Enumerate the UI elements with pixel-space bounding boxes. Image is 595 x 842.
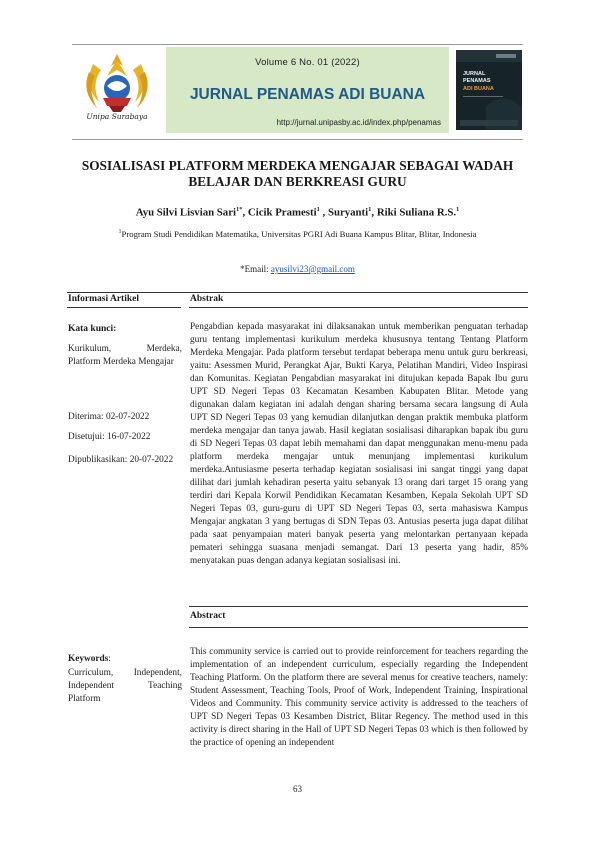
keywords-heading: Kata kunci: — [68, 324, 117, 334]
cover-title-line1: JURNAL — [463, 71, 486, 77]
cover-title-line2: PENAMAS — [463, 77, 491, 84]
abstract-heading: Abstract — [190, 611, 226, 621]
author-sup: 1* — [236, 206, 243, 213]
cover-divider — [463, 96, 503, 97]
table-top-rule — [67, 292, 528, 293]
info-heading: Informasi Artikel — [68, 294, 139, 304]
date-received: Diterima: 02-07-2022 — [68, 412, 150, 422]
author-separator: , — [371, 206, 377, 219]
author-separator: , — [242, 206, 248, 219]
journal-banner — [166, 47, 449, 133]
author-sup: 1 — [368, 206, 372, 213]
header-bottom-rule — [72, 139, 523, 140]
keywords-en-list: Curriculum, Independent, Independent Teaching Platform — [68, 668, 182, 704]
author-separator: , — [319, 206, 328, 219]
author-name: Suryanti — [327, 206, 369, 219]
journal-cover-thumbnail — [456, 50, 522, 130]
journal-name: JURNAL PENAMAS ADI BUANA — [189, 86, 426, 103]
abstract-top-rule — [189, 606, 528, 607]
date-accepted: Disetujui: 16-07-2022 — [68, 432, 151, 442]
keywords-en-colon: : — [108, 654, 111, 664]
author-name: Ayu Silvi Lisvian Sari — [135, 206, 237, 219]
keywords-en-label: Keywords — [68, 654, 109, 664]
keywords-en-heading — [68, 653, 182, 666]
author-list — [60, 206, 535, 219]
cover-subtitle: ADI BUANA — [463, 86, 494, 92]
date-published: Dipublikasikan: 20-07-2022 — [68, 455, 174, 465]
journal-url[interactable]: http://jurnal.unipasby.ac.id/index.php/penamas — [276, 118, 441, 127]
abstract-bottom-rule — [189, 627, 528, 628]
cover-title — [463, 71, 491, 84]
logo-caption: Unipa Surabaya — [86, 112, 148, 121]
table-header-rule-left — [67, 307, 181, 308]
table-header-rule-right — [189, 307, 528, 308]
keywords-list: Kurikulum, Merdeka, Platform Merdeka Mengajar — [68, 344, 182, 367]
author-sup: 1 — [456, 206, 460, 213]
header-top-rule — [72, 44, 523, 45]
cover-footer-band — [460, 120, 518, 126]
affiliation-sup: 1 — [118, 229, 122, 236]
email-label: *Email: — [240, 264, 271, 274]
author-sup: 1 — [316, 206, 320, 213]
affiliation-text: Program Studi Pendidikan Matematika, Universitas PGRI Adi Buana Kampus Blitar, Blitar, Indonesia — [121, 229, 477, 239]
abstrak-text: Pengabdian kepada masyarakat ini dilaksanakan untuk memberikan penguatan terhadap guru tentang implementasi kurikulum merdeka khususnya tentang Tentang Platform Merdeka Mengajar. Pada platform tersebut terdapat beberapa menu untuk guru berkreasi, yaitu: Asessmen Murid, Perangkat Ajar, Bukti Karya, Pelatihan Mandiri, Video Inspirasi dan Komunitas. Kegiatan Pengabdian masyarakat ini ditujukan kepada Bapak Ibu guru UPT SD Negeri Tepas 03 Kecamatan Kesamben Kabupaten Blitar. Metode yang digunakan dalam kegiatan ini adalah dengan sharing bersama secara langsung di Aula UPT SD Negeri Tepas 03 yang kemudian dilanjutkan dengan praktik membuka platform merdeka mengajar dan tanya jawab. Hasil kegiatan sosialisasi diharapkan bapak ibu guru di SD Negeri Tepas 03 dapat lebih memahami dan dapat menggunakan menu-menu pada platform merdeka mengajar untuk menunjang implementasi kurikulum merdeka.Antusiasme peserta terhadap kegiatan sosialisasi ini sangat tinggi yang dapat dilihat dari jumlah kehadiran peserta yaitu sebanyak 13 orang dari target 15 orang yang terdiri dari Kepala Korwil Pendidikan Kecamatan Kesamben, Kepala Sekolah UPT SD Negeri Tepas 03, guru-guru di UPT SD Negeri Tepas 03, serta mahasiswa Kampus Mengajar angkatan 3 yang bertugas di SDN Tepas 03. Antusias peserta juga dapat dilihat pada saat penyampaian materi banyak peserta yang melontarkan pertanyaan kepada pemateri sehingga suasana menjadi semangat. Dari 13 peserta yang hadir, 85% menyatakan puas dengan adanya kegiatan sosialisasi ini. — [190, 322, 528, 566]
author-name: Riki Suliana R.S. — [376, 206, 457, 219]
abstract-text: This community service is carried out to provide reinforcement for teachers regarding the implementation of an independent curriculum, especially regarding the Independent Teaching Platform. On the platform there are several menus for creative teachers, namely: Student Assessment, Teaching Tools, Proof of Work, Independent Training, Inspirational Videos and Community. This community service activity is addressed to the teachers of UPT SD Negeri Tepas 03 Kesamben District, Blitar Regency. The method used in this activity is direct sharing in the Hall of UPT SD Negeri Tepas 03 which is then followed by the practice of opening an independent — [190, 647, 528, 748]
university-logo — [73, 46, 161, 130]
author-affiliation — [60, 229, 535, 239]
email-link[interactable]: ayusilvi23@gmail.com — [270, 264, 355, 274]
article-title: SOSIALISASI PLATFORM MERDEKA MENGAJAR SEBAGAI WADAH BELAJAR DAN BERKREASI GURU — [81, 158, 514, 189]
page-number: 63 — [293, 784, 302, 794]
corresponding-email — [60, 264, 535, 274]
journal-volume: Volume 6 No. 01 (2022) — [255, 57, 360, 68]
abstrak-heading: Abstrak — [190, 294, 224, 304]
author-name: Cicik Pramesti — [247, 206, 317, 219]
